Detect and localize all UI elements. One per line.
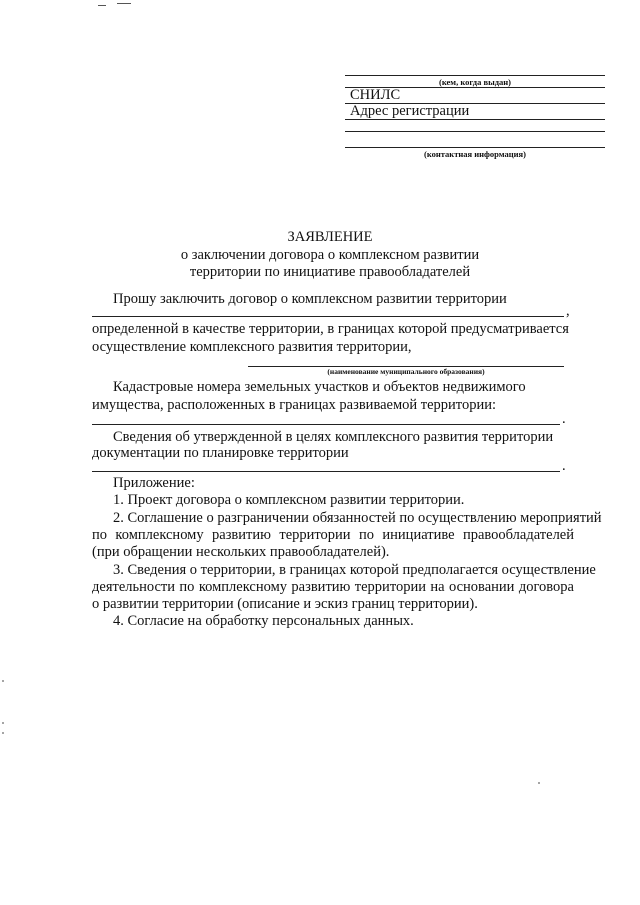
docs-line-2: документации по планировке территории xyxy=(92,445,349,461)
defined-line-2: осуществление комплексного развития территории, xyxy=(92,339,412,355)
docs-fill-line xyxy=(92,471,560,472)
cadastral-line-1: Кадастровые номера земельных участков и объектов недвижимого xyxy=(113,379,526,395)
issued-by-caption: (кем, когда выдан) xyxy=(439,77,511,87)
docs-line-1: Сведения об утвержденной в целях комплексного развития территории xyxy=(113,429,554,445)
appendix-item-3-line-3: о развитии территории (описание и эскиз границ территории). xyxy=(92,596,478,612)
appendix-item-1: 1. Проект договора о комплексном развитии территории. xyxy=(113,492,465,508)
period-1: . xyxy=(562,411,566,427)
comma: , xyxy=(566,303,570,319)
appendix-label: Приложение: xyxy=(113,475,195,491)
appendix-item-4: 4. Согласие на обработку персональных данных. xyxy=(113,613,414,629)
scan-speck xyxy=(538,782,540,784)
municipal-caption: (наименование муниципального образования) xyxy=(327,367,485,376)
appendix-item-3-line-2: деятельности по комплексному развитию территории на основании договора xyxy=(92,579,574,595)
cadastral-line-2: имущества, расположенных в границах развиваемой территории: xyxy=(92,397,497,413)
address-label: Адрес регистрации xyxy=(350,103,470,119)
request-text: Прошу заключить договор о комплексном развитии территории xyxy=(113,291,507,307)
appendix-item-3-line-1: 3. Сведения о территории, в границах которой предполагается осуществление xyxy=(113,562,596,578)
period-2: . xyxy=(562,458,566,474)
contact-line xyxy=(345,147,605,148)
cadastral-fill-line xyxy=(92,424,560,425)
document-title: ЗАЯВЛЕНИЕ xyxy=(287,229,373,245)
appendix-item-2-line-3: (при обращении нескольких правообладателей). xyxy=(92,544,390,560)
appendix-item-2-line-1: 2. Соглашение о разграничении обязанностей по осуществлению мероприятий xyxy=(113,510,602,526)
contact-caption: (контактная информация) xyxy=(424,149,526,159)
scan-speck xyxy=(2,722,4,724)
appendix-item-2-line-2: по комплексному развитию территории по инициативе правообладателей xyxy=(92,527,574,543)
defined-line-1: определенной в качестве территории, в границах которой предусматривается xyxy=(92,321,569,337)
address-line xyxy=(345,119,605,120)
snils-label: СНИЛС xyxy=(350,87,401,103)
scan-mark xyxy=(117,3,131,4)
scan-speck xyxy=(2,680,4,682)
territory-fill-line xyxy=(92,316,564,317)
scan-speck xyxy=(2,732,4,734)
document-subtitle-2: территории по инициативе правообладателей xyxy=(189,264,471,280)
document-subtitle-1: о заключении договора о комплексном развитии xyxy=(180,247,480,263)
address-line-2 xyxy=(345,131,605,132)
scan-mark xyxy=(98,5,106,6)
issued-by-line xyxy=(345,75,605,76)
